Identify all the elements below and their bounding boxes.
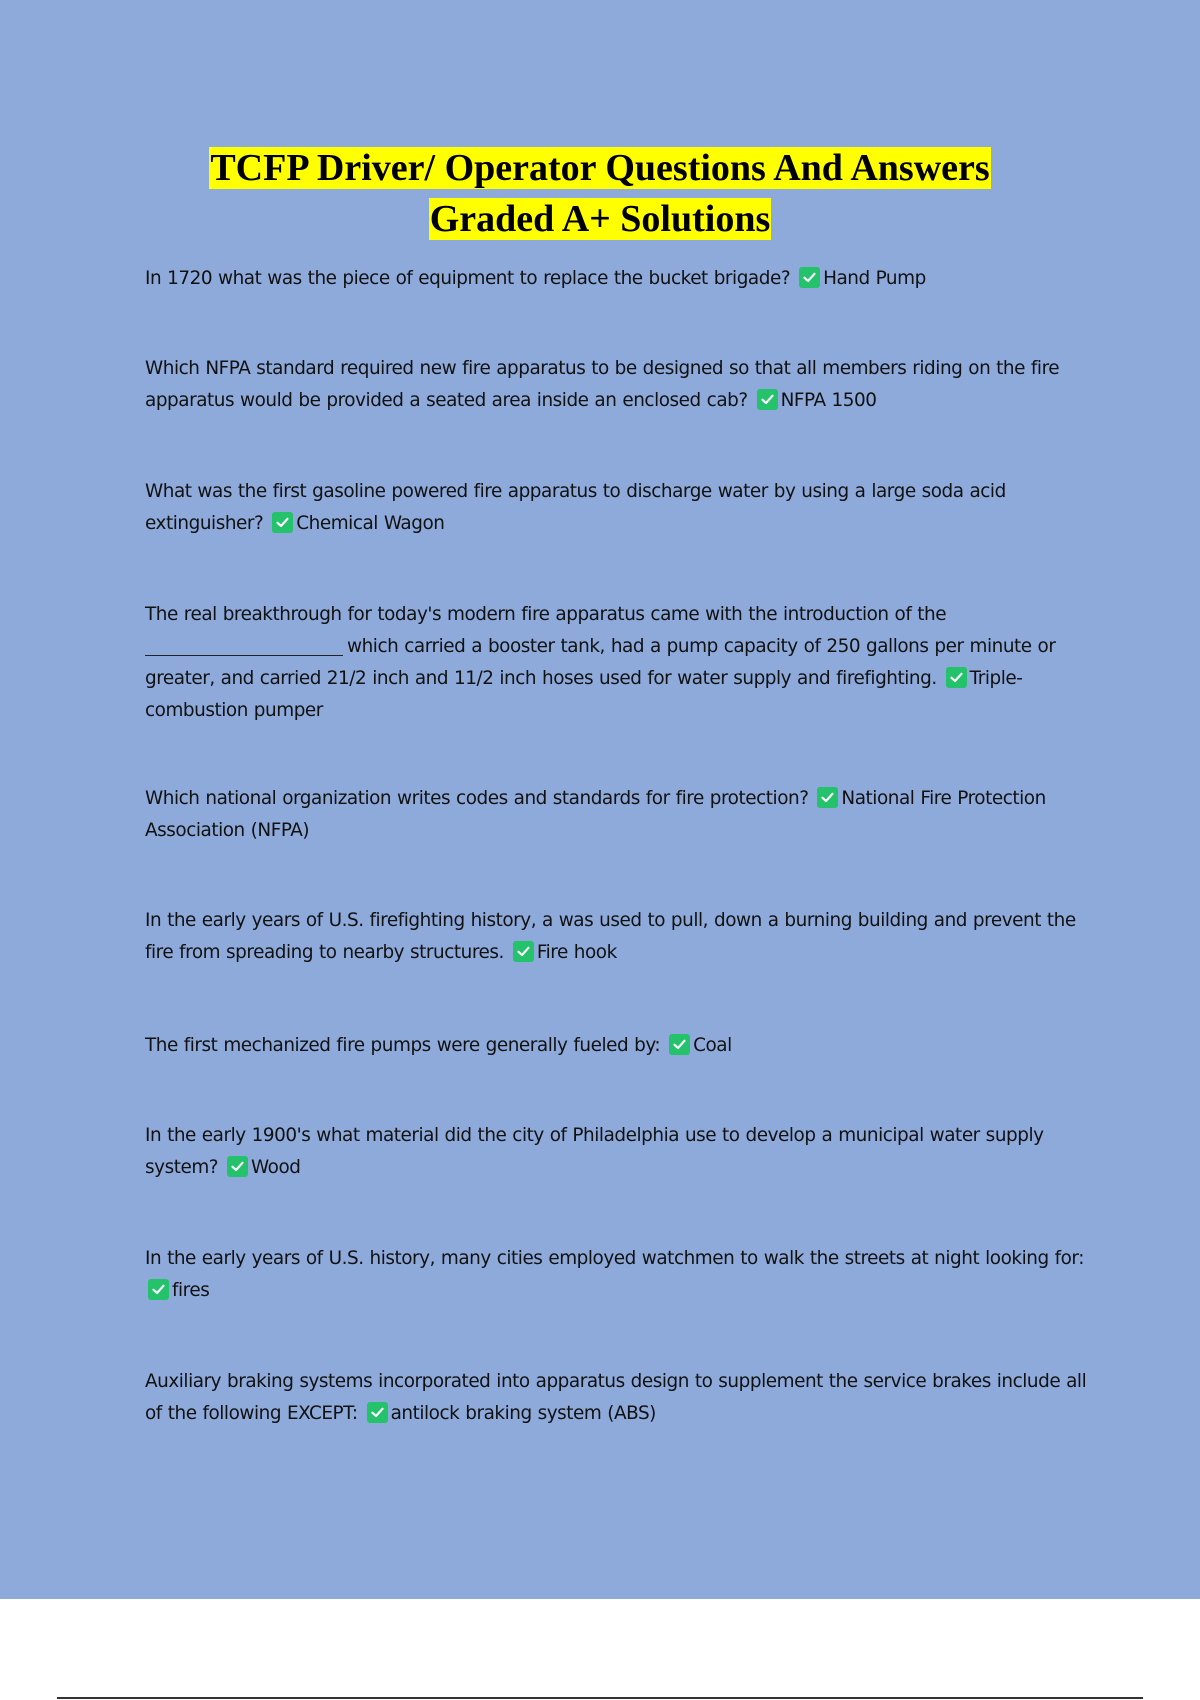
question-text: In the early 1900's what material did the city of Philadelphia use to develop a municipal water supply system? (145, 1125, 1044, 1178)
question-text: Which national organization writes codes and standards for fire protection? (145, 788, 809, 809)
qa-item (145, 599, 1090, 727)
check-mark-icon (272, 512, 293, 533)
qa-item (145, 353, 1090, 417)
question-text-part-1: The real breakthrough for today's modern fire apparatus came with the introduction of the (145, 604, 947, 625)
check-mark-icon (817, 787, 838, 808)
question-text: Auxiliary braking systems incorporated into apparatus design to supplement the service brakes include all of the following EXCEPT: (145, 1371, 1087, 1424)
question-text: Which NFPA standard required new fire apparatus to be designed so that all members riding on the fire apparatus would be provided a seated area inside an enclosed cab? (145, 358, 1060, 411)
answer-text: Triple-combustion pumper (145, 668, 1023, 721)
qa-item (145, 905, 1090, 969)
answer-text: Chemical Wagon (296, 513, 445, 534)
question-text: The first mechanized fire pumps were generally fueled by: (145, 1035, 661, 1056)
check-mark-icon (669, 1034, 690, 1055)
qa-item (145, 263, 1090, 295)
check-mark-icon (367, 1402, 388, 1423)
question-text-part-2: which carried a booster tank, had a pump capacity of 250 gallons per minute or greater, and carried 21/2 inch and 11/2 inch hoses used for water supply and firefighting. (145, 636, 1056, 689)
qa-item (145, 1243, 1090, 1307)
check-mark-icon (946, 667, 967, 688)
check-mark-icon (757, 389, 778, 410)
footer-divider (57, 1697, 1143, 1699)
qa-item (145, 783, 1090, 847)
check-mark-icon (148, 1279, 169, 1300)
title-line-2: Graded A+ Solutions (429, 198, 771, 240)
qa-item (145, 1366, 1090, 1430)
answer-text: Hand Pump (823, 268, 926, 289)
check-mark-icon (513, 941, 534, 962)
check-mark-icon (799, 267, 820, 288)
qa-item (145, 1030, 1090, 1062)
answer-text: National Fire Protection Association (NFPA) (145, 788, 1046, 841)
document-title (0, 143, 1200, 245)
qa-item (145, 476, 1090, 540)
answer-text: NFPA 1500 (780, 390, 877, 411)
qa-item (145, 1120, 1090, 1184)
question-text: In the early years of U.S. history, many cities employed watchmen to walk the streets at night looking for: (145, 1248, 1084, 1269)
check-mark-icon (227, 1156, 248, 1177)
question-text: In the early years of U.S. firefighting history, a was used to pull, down a burning building and prevent the fire from spreading to nearby structures. (145, 910, 1076, 963)
fill-in-blank-line (145, 635, 343, 656)
question-text: What was the first gasoline powered fire apparatus to discharge water by using a large soda acid extinguisher? (145, 481, 1006, 534)
answer-text: Fire hook (536, 942, 617, 963)
answer-text: Wood (251, 1157, 301, 1178)
answer-text: antilock braking system (ABS) (390, 1403, 656, 1424)
title-line-1: TCFP Driver/ Operator Questions And Answers (210, 147, 990, 189)
answer-text: Coal (693, 1035, 732, 1056)
question-text: In 1720 what was the piece of equipment to replace the bucket brigade? (145, 268, 791, 289)
answer-text: fires (172, 1280, 210, 1301)
